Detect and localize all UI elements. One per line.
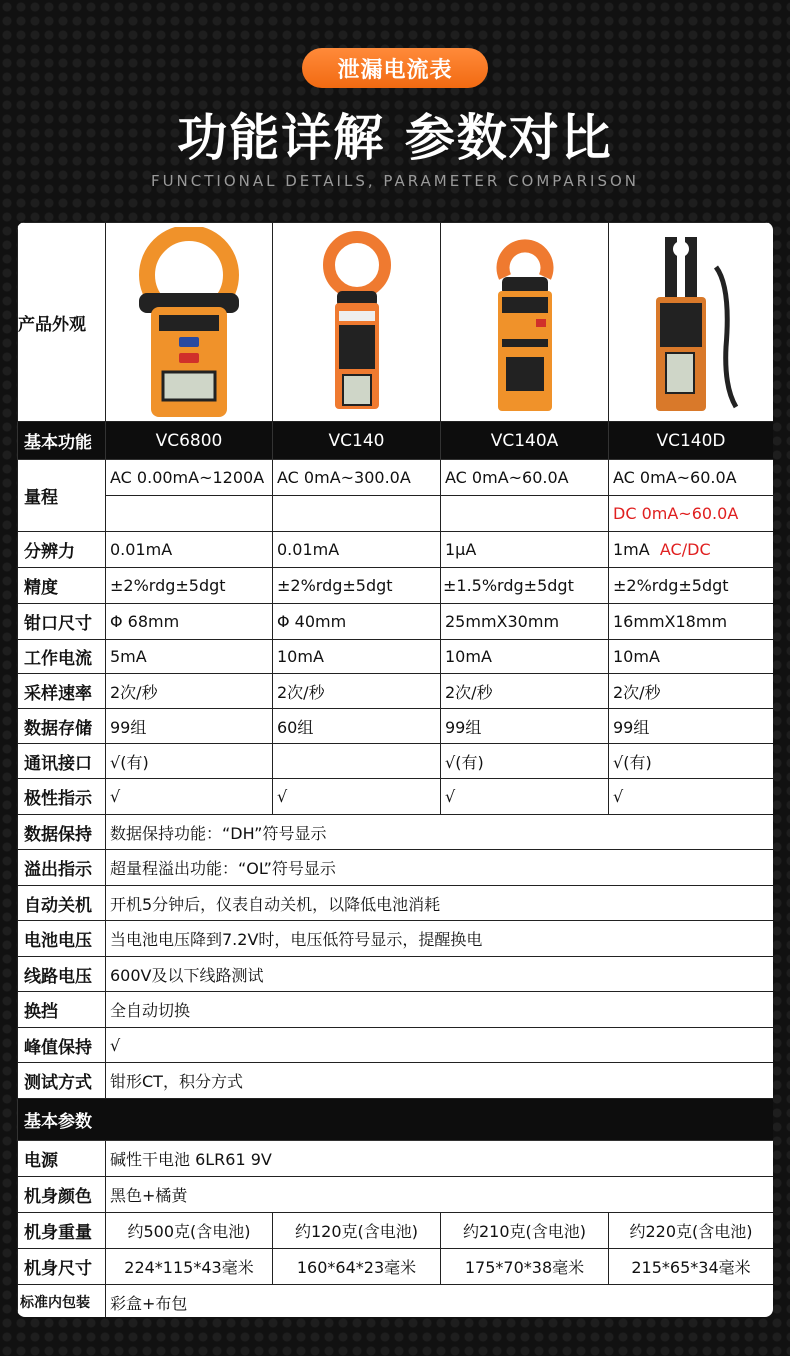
spec-value: 2次/秒 bbox=[609, 674, 774, 709]
spec-value: 60组 bbox=[273, 709, 441, 744]
range-value: AC 0mA~300.0A bbox=[273, 460, 441, 496]
spec-value: 5mA bbox=[106, 640, 273, 674]
row-label: 数据存储 bbox=[18, 709, 106, 744]
row-label: 钳口尺寸 bbox=[18, 604, 106, 640]
row-label: 数据保持 bbox=[18, 815, 106, 850]
resolution-value: 0.01mA bbox=[273, 532, 441, 568]
row-label: 机身尺寸 bbox=[18, 1249, 106, 1285]
size-row bbox=[18, 1249, 774, 1285]
empty-cell bbox=[273, 496, 441, 532]
model-name: VC140D bbox=[609, 422, 774, 460]
size-value: 224*115*43毫米 bbox=[106, 1249, 273, 1285]
row-label: 换挡 bbox=[18, 992, 106, 1028]
model-name: VC140 bbox=[273, 422, 441, 460]
product-image-cell bbox=[106, 223, 273, 422]
spec-value: 10mA bbox=[609, 640, 774, 674]
model-name: VC140A bbox=[441, 422, 609, 460]
feature-row bbox=[18, 815, 774, 850]
color-row bbox=[18, 1177, 774, 1213]
spec-value: 25mmX30mm bbox=[441, 604, 609, 640]
spec-row bbox=[18, 779, 774, 815]
model-name: VC6800 bbox=[106, 422, 273, 460]
spec-value: √(有) bbox=[441, 744, 609, 779]
weight-value: 约500克(含电池) bbox=[106, 1213, 273, 1249]
spec-value: 10mA bbox=[441, 640, 609, 674]
ac-dc-note: AC/DC bbox=[659, 540, 711, 559]
spec-row bbox=[18, 568, 774, 604]
power-row bbox=[18, 1141, 774, 1177]
range-row bbox=[18, 460, 774, 496]
clamp-meter-vc6800-icon bbox=[106, 223, 272, 421]
row-label: 分辨力 bbox=[18, 532, 106, 568]
feature-row bbox=[18, 957, 774, 992]
spec-value: 2次/秒 bbox=[273, 674, 441, 709]
feature-row bbox=[18, 1063, 774, 1099]
product-image-cell bbox=[273, 223, 441, 422]
spec-value: ±2%rdg±5dgt bbox=[106, 568, 273, 604]
empty-cell bbox=[441, 496, 609, 532]
range-value: AC 0.00mA~1200A bbox=[106, 460, 273, 496]
weight-value: 约210克(含电池) bbox=[441, 1213, 609, 1249]
range-value: AC 0mA~60.0A bbox=[609, 460, 774, 496]
row-label: 线路电压 bbox=[18, 957, 106, 992]
feature-value: √ bbox=[106, 1028, 774, 1063]
spec-value: ±1.5%rdg±5dgt bbox=[441, 568, 609, 604]
spec-value bbox=[273, 744, 441, 779]
row-label: 极性指示 bbox=[18, 779, 106, 815]
resolution-number: 1mA bbox=[613, 540, 650, 559]
weight-row bbox=[18, 1213, 774, 1249]
package-row bbox=[18, 1285, 774, 1318]
row-label: 产品外观 bbox=[18, 223, 106, 422]
size-value: 215*65*34毫米 bbox=[609, 1249, 774, 1285]
comparison-table bbox=[17, 222, 773, 1317]
feature-row bbox=[18, 921, 774, 957]
spec-value: Φ 40mm bbox=[273, 604, 441, 640]
spec-value: 99组 bbox=[106, 709, 273, 744]
range-row-2 bbox=[18, 496, 774, 532]
weight-value: 约220克(含电池) bbox=[609, 1213, 774, 1249]
row-label: 测试方式 bbox=[18, 1063, 106, 1099]
spec-value: ±2%rdg±5dgt bbox=[273, 568, 441, 604]
row-label: 基本功能 bbox=[18, 422, 106, 460]
clamp-meter-vc140-icon bbox=[273, 223, 440, 421]
feature-value: 超量程溢出功能：“OL”符号显示 bbox=[106, 850, 774, 886]
spec-value: Φ 68mm bbox=[106, 604, 273, 640]
section-header: 基本参数 bbox=[18, 1099, 774, 1141]
model-row bbox=[18, 422, 774, 460]
page-title: 功能详解 参数对比 bbox=[177, 109, 613, 167]
feature-value: 钳形CT，积分方式 bbox=[106, 1063, 774, 1099]
page-subtitle: FUNCTIONAL DETAILS, PARAMETER COMPARISON bbox=[150, 172, 640, 190]
feature-row bbox=[18, 992, 774, 1028]
resolution-value: 1μA bbox=[441, 532, 609, 568]
row-label: 量程 bbox=[18, 460, 106, 532]
spec-value: √ bbox=[273, 779, 441, 815]
spec-value: 2次/秒 bbox=[441, 674, 609, 709]
clamp-meter-vc140d-icon bbox=[609, 223, 773, 421]
clamp-meter-vc140a-icon bbox=[441, 223, 608, 421]
dc-range-value: DC 0mA~60.0A bbox=[609, 496, 774, 532]
row-label: 机身重量 bbox=[18, 1213, 106, 1249]
feature-row bbox=[18, 850, 774, 886]
row-label: 电源 bbox=[18, 1141, 106, 1177]
spec-value: √(有) bbox=[609, 744, 774, 779]
spec-row bbox=[18, 640, 774, 674]
spec-value: √ bbox=[609, 779, 774, 815]
feature-value: 全自动切换 bbox=[106, 992, 774, 1028]
empty-cell bbox=[106, 496, 273, 532]
spec-row bbox=[18, 709, 774, 744]
row-label: 标准内包装 bbox=[18, 1285, 106, 1318]
resolution-value: 0.01mA bbox=[106, 532, 273, 568]
size-value: 175*70*38毫米 bbox=[441, 1249, 609, 1285]
spec-value: 16mmX18mm bbox=[609, 604, 774, 640]
appearance-row bbox=[18, 223, 774, 422]
feature-value: 600V及以下线路测试 bbox=[106, 957, 774, 992]
product-image-cell bbox=[441, 223, 609, 422]
spec-value: 99组 bbox=[441, 709, 609, 744]
size-value: 160*64*23毫米 bbox=[273, 1249, 441, 1285]
spec-row bbox=[18, 604, 774, 640]
section-header-row bbox=[18, 1099, 774, 1141]
feature-row bbox=[18, 886, 774, 921]
spec-row bbox=[18, 744, 774, 779]
spec-value: 2次/秒 bbox=[106, 674, 273, 709]
row-label: 通讯接口 bbox=[18, 744, 106, 779]
color-value: 黑色+橘黄 bbox=[106, 1177, 774, 1213]
feature-value: 当电池电压降到7.2V时，电压低符号显示，提醒换电 bbox=[106, 921, 774, 957]
category-badge: 泄漏电流表 bbox=[302, 48, 488, 88]
spec-value: √(有) bbox=[106, 744, 273, 779]
row-label: 峰值保持 bbox=[18, 1028, 106, 1063]
spec-value: ±2%rdg±5dgt bbox=[609, 568, 774, 604]
row-label: 采样速率 bbox=[18, 674, 106, 709]
row-label: 电池电压 bbox=[18, 921, 106, 957]
feature-value: 开机5分钟后，仪表自动关机，以降低电池消耗 bbox=[106, 886, 774, 921]
feature-value: 数据保持功能：“DH”符号显示 bbox=[106, 815, 774, 850]
row-label: 工作电流 bbox=[18, 640, 106, 674]
resolution-row bbox=[18, 532, 774, 568]
spec-value: √ bbox=[441, 779, 609, 815]
range-value: AC 0mA~60.0A bbox=[441, 460, 609, 496]
row-label: 精度 bbox=[18, 568, 106, 604]
row-label: 自动关机 bbox=[18, 886, 106, 921]
power-value: 碱性干电池 6LR61 9V bbox=[106, 1141, 774, 1177]
spec-value: 99组 bbox=[609, 709, 774, 744]
spec-value: 10mA bbox=[273, 640, 441, 674]
comparison-panel bbox=[17, 222, 773, 1317]
row-label: 溢出指示 bbox=[18, 850, 106, 886]
weight-value: 约120克(含电池) bbox=[273, 1213, 441, 1249]
spec-value: √ bbox=[106, 779, 273, 815]
feature-row bbox=[18, 1028, 774, 1063]
spec-row bbox=[18, 674, 774, 709]
package-value: 彩盒+布包 bbox=[106, 1285, 774, 1318]
resolution-value bbox=[609, 532, 774, 568]
row-label: 机身颜色 bbox=[18, 1177, 106, 1213]
product-image-cell bbox=[609, 223, 774, 422]
